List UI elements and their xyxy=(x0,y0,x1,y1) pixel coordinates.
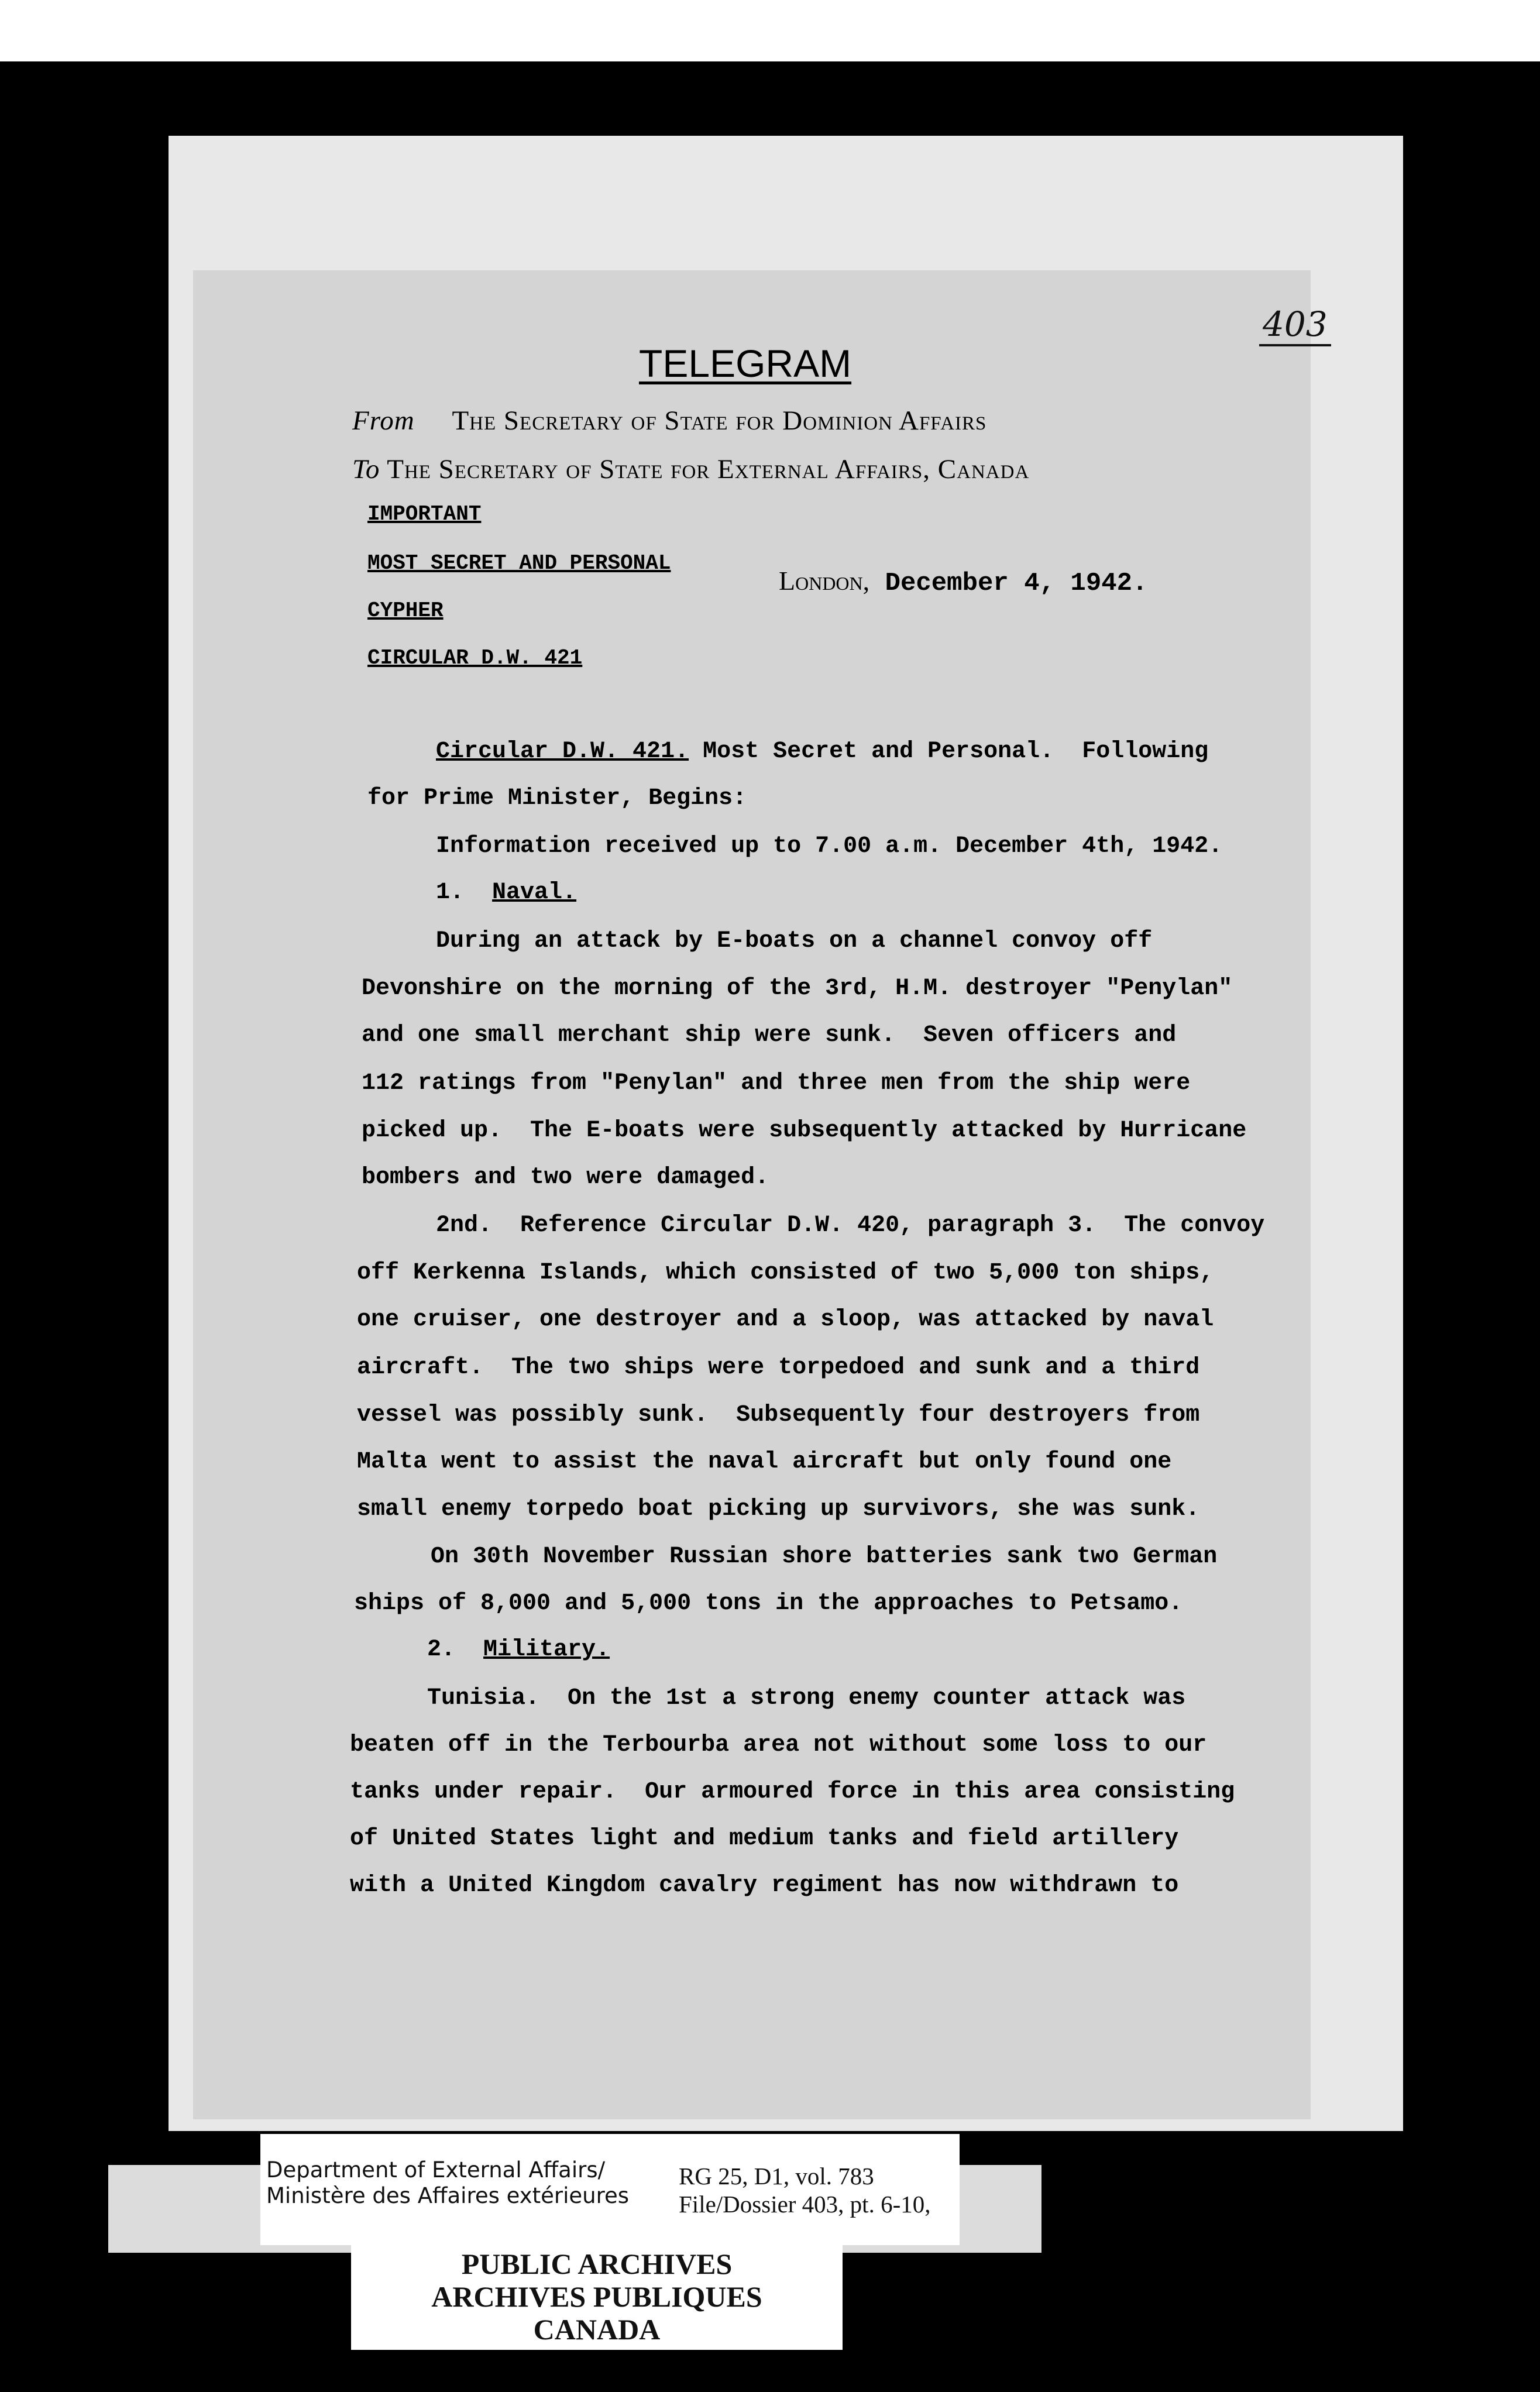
body-line: Circular D.W. 421. Most Secret and Personal. Following xyxy=(436,738,1209,765)
body-line: and one small merchant ship were sunk. Seven officers and xyxy=(362,1022,1177,1049)
body-line: bombers and two were damaged. xyxy=(362,1164,769,1191)
body-line: Malta went to assist the naval aircraft but only found one xyxy=(357,1449,1172,1475)
body-line: Tunisia. On the 1st a strong enemy counter attack was xyxy=(427,1685,1186,1711)
film-margin xyxy=(0,0,1540,61)
label-circular: CIRCULAR D.W. 421 xyxy=(367,646,583,670)
label-important: IMPORTANT xyxy=(367,502,482,526)
date-line xyxy=(779,565,1147,598)
label-cypher: CYPHER xyxy=(367,599,444,623)
to-value: The Secretary of State for External Affairs, Canada xyxy=(387,454,1030,484)
to-line xyxy=(352,453,1029,485)
body-line: small enemy torpedo boat picking up survivors, she was sunk. xyxy=(357,1496,1200,1523)
stamp-line: CANADA xyxy=(533,2313,661,2346)
archive-ref-2: File/Dossier 403, pt. 6-10, xyxy=(679,2191,931,2218)
dept-fr: Ministère des Affaires extérieures xyxy=(266,2183,630,2208)
place: London, xyxy=(779,566,870,596)
archive-label xyxy=(260,2134,960,2245)
page-number: 403 xyxy=(1259,304,1331,346)
body-line: one cruiser, one destroyer and a sloop, was attacked by naval xyxy=(357,1307,1214,1333)
from-line xyxy=(352,405,986,437)
body-line: 2nd. Reference Circular D.W. 420, paragraph 3. The convoy xyxy=(436,1212,1265,1239)
body-line: beaten off in the Terbourba area not without some loss to our xyxy=(350,1732,1207,1758)
circular-ref: Circular D.W. 421. xyxy=(436,738,689,765)
body-line: Devonshire on the morning of the 3rd, H.M. destroyer "Penylan" xyxy=(362,975,1233,1002)
body-line: vessel was possibly sunk. Subsequently four destroyers from xyxy=(357,1402,1200,1428)
archive-ref-1: RG 25, D1, vol. 783 xyxy=(679,2163,874,2190)
body-line: tanks under repair. Our armoured force in this area consisting xyxy=(350,1779,1235,1805)
section-heading: 2. Military. xyxy=(427,1637,610,1663)
body-line: off Kerkenna Islands, which consisted of two 5,000 ton ships, xyxy=(357,1260,1214,1286)
body-line: ships of 8,000 and 5,000 tons in the approaches to Petsamo. xyxy=(354,1590,1183,1617)
body-line: aircraft. The two ships were torpedoed and sunk and a third xyxy=(357,1355,1200,1381)
from-value: The Secretary of State for Dominion Affairs xyxy=(452,405,987,436)
body-line: picked up. The E-boats were subsequently attacked by Hurricane xyxy=(362,1118,1247,1144)
section-heading: 1. Naval. xyxy=(436,879,577,906)
body-line: with a United Kingdom cavalry regiment has now withdrawn to xyxy=(350,1872,1179,1899)
dept-en: Department of External Affairs/ xyxy=(266,2157,606,2183)
archives-stamp xyxy=(351,2245,843,2350)
body-line: of United States light and medium tanks and field artillery xyxy=(350,1826,1179,1852)
stamp-line: ARCHIVES PUBLIQUES xyxy=(431,2280,762,2313)
label-most-secret: MOST SECRET AND PERSONAL xyxy=(367,551,671,575)
date: December 4, 1942. xyxy=(885,569,1148,598)
body-line: 112 ratings from "Penylan" and three men from the ship were xyxy=(362,1070,1191,1097)
body-line: Information received up to 7.00 a.m. December 4th, 1942. xyxy=(436,833,1223,860)
body-line: On 30th November Russian shore batteries sank two German xyxy=(431,1544,1218,1570)
body-line: During an attack by E-boats on a channel convoy off xyxy=(436,928,1153,954)
document-title: TELEGRAM xyxy=(639,342,852,385)
to-label: To xyxy=(352,454,380,484)
stamp-line: PUBLIC ARCHIVES xyxy=(461,2247,733,2280)
from-label: From xyxy=(352,405,415,436)
body-line: for Prime Minister, Begins: xyxy=(367,785,747,812)
